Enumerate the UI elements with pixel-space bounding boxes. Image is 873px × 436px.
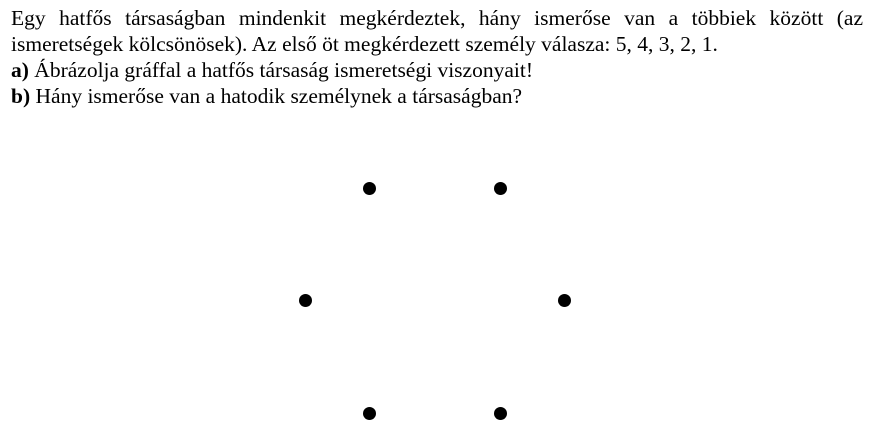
graph-vertex-5 [363, 407, 376, 420]
part-a [11, 57, 863, 83]
graph-vertex-3 [299, 294, 312, 307]
part-a-text: Ábrázolja gráffal a hatfős társaság ismeretségi viszonyait! [34, 58, 533, 82]
problem-intro: Egy hatfős társaságban mindenkit megkérdeztek, hány ismerőse van a többiek között (az ismeretségek kölcsönösek). Az első öt megkérdezett személy válasza: 5, 4, 3, 2, 1. [11, 6, 863, 56]
part-b [11, 83, 863, 109]
graph-vertex-1 [363, 182, 376, 195]
part-b-label: b) [11, 84, 31, 108]
graph-vertex-6 [494, 407, 507, 420]
problem-text [11, 5, 863, 109]
graph-vertex-4 [558, 294, 571, 307]
part-b-text: Hány ismerőse van a hatodik személynek a társaságban? [35, 84, 523, 108]
part-a-label: a) [11, 58, 29, 82]
graph-vertex-2 [494, 182, 507, 195]
